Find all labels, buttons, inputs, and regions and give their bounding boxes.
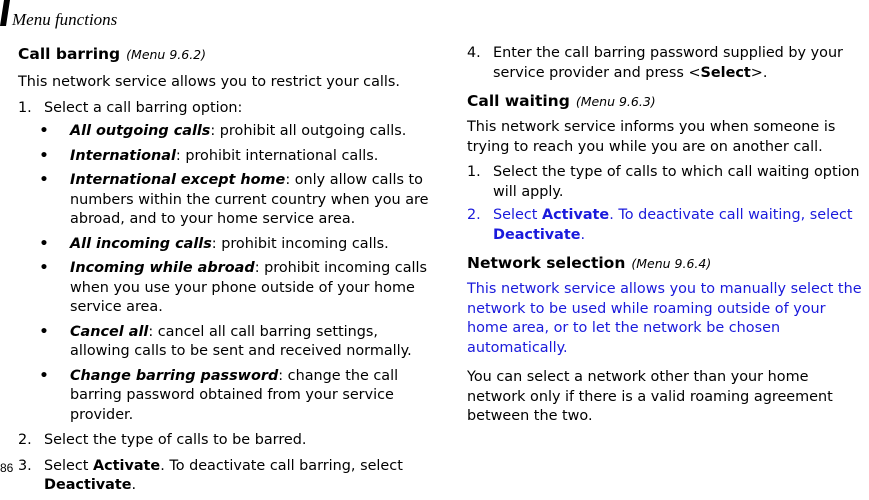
step-text: Select the type of calls to be barred. (44, 432, 307, 448)
section-heading-call-waiting (467, 91, 867, 112)
bullet-text: Change barring password: change the call barring password obtained from your service provider. (70, 367, 399, 423)
section-heading-network-selection (467, 253, 867, 274)
step-text: Select a call barring option: (44, 99, 243, 116)
left-column (18, 44, 438, 496)
bullet-list (18, 122, 438, 425)
step-text: Select Activate. To deactivate call waiting, select Deactivate. (493, 207, 853, 243)
right-column (467, 44, 867, 427)
bullet-dot: • (39, 367, 49, 384)
heading-text: Call barring (18, 45, 121, 63)
bullet-item (18, 235, 438, 255)
step-text: Enter the call barring password supplied by your service provider and press <Select>. (493, 45, 843, 81)
step-3 (18, 457, 438, 496)
bullet-text: International: prohibit international calls. (70, 147, 379, 164)
step-4 (467, 44, 867, 83)
menu-reference: (Menu 9.6.3) (575, 94, 656, 109)
cw-step-2 (467, 206, 867, 245)
heading-text: Call waiting (467, 92, 570, 110)
step-text: Select the type of calls to which call waiting option will apply. (493, 164, 860, 200)
section-heading-call-barring (18, 44, 438, 65)
bullet-item (18, 122, 438, 142)
bullet-text: International except home: only allow calls to numbers within the current country when you are abroad, and to your home service area. (70, 172, 429, 227)
step-1 (18, 99, 438, 119)
cw-step-1 (467, 163, 867, 202)
bullet-text: Incoming while abroad: prohibit incoming calls when you use your phone outside of your home service area. (70, 260, 428, 315)
bullet-item (18, 323, 438, 362)
step-number: 4. (467, 45, 481, 61)
bullet-dot: • (39, 147, 49, 164)
bullet-dot: • (39, 172, 49, 188)
step-number: 1. (467, 164, 481, 180)
intro-paragraph: This network service allows you to restrict your calls. (18, 74, 400, 90)
bullet-item (18, 367, 438, 426)
bullet-text: All incoming calls: prohibit incoming calls. (70, 235, 389, 252)
bullet-dot: • (39, 323, 49, 340)
call-waiting-intro: This network service informs you when someone is trying to reach you while you are on another call. (467, 119, 836, 155)
network-selection-intro: This network service allows you to manually select the network to be used while roaming outside of your home area, or to let the network be chosen automatically. (467, 281, 862, 356)
step-number: 2. (467, 207, 481, 223)
bullet-item (18, 147, 438, 167)
step-number: 2. (18, 432, 32, 448)
step-number: 1. (18, 99, 32, 116)
page-number: 86 (0, 461, 14, 475)
network-selection-body: You can select a network other than your home network only if there is a valid roaming agreement between the two. (467, 369, 833, 424)
bullet-item (18, 259, 438, 318)
running-header: Menu functions (12, 10, 118, 29)
menu-reference: (Menu 9.6.4) (631, 256, 712, 271)
step-number: 3. (18, 457, 32, 474)
bullet-item (18, 171, 438, 230)
bullet-dot: • (39, 260, 49, 276)
step-text: Select Activate. To deactivate call barring, select Deactivate. (44, 457, 403, 493)
menu-reference: (Menu 9.6.2) (126, 47, 207, 62)
bullet-text: Cancel all: cancel all call barring settings, allowing calls to be sent and received normally. (70, 323, 412, 359)
step-2 (18, 431, 438, 451)
bullet-dot: • (39, 235, 49, 252)
heading-text: Network selection (467, 254, 626, 272)
header-accent-bar (0, 0, 10, 26)
bullet-text: All outgoing calls: prohibit all outgoing calls. (70, 123, 407, 139)
bullet-dot: • (39, 123, 49, 139)
